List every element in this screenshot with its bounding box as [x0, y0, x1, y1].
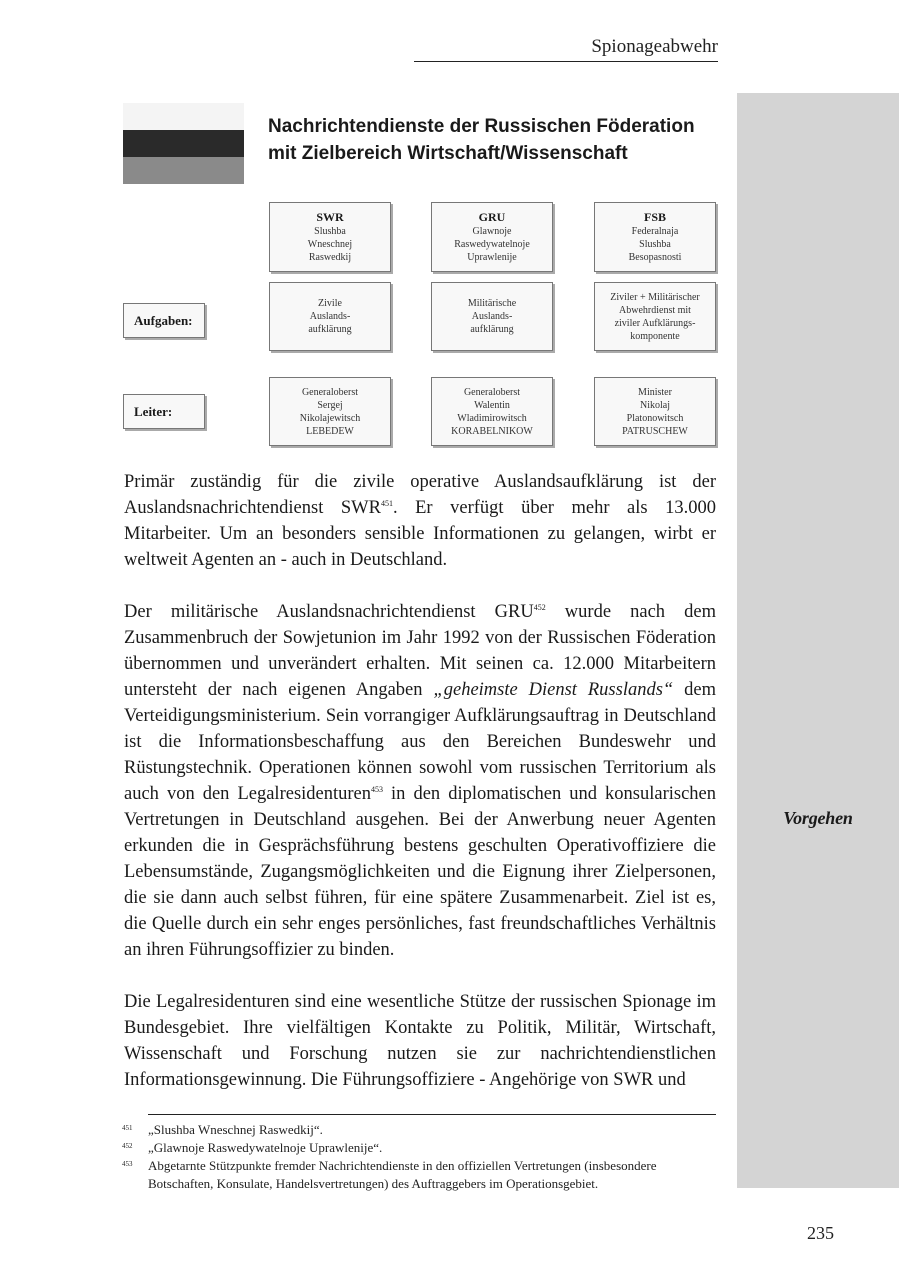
agency-abbr: FSB	[643, 210, 666, 224]
leader-line: Platonowitsch	[626, 412, 684, 424]
text-run: wurde nach dem Zusammenbruch der Sowjetunion im Jahr 1992 von der Russischen Föderation übernommen und unverändert erhalten. Mit seinen ca. 12.000 Mitarbeitern untersteht der nach eigenen Angaben	[124, 602, 716, 700]
paragraph-1	[124, 469, 716, 573]
text-run: . Er verfügt über mehr als 13.000 Mitarbeiter. Um an besonders sensible Informationen zu gelangen, wirbt er weltweit Agenten an - auch in Deutschland.	[124, 498, 716, 570]
footnote-ref-453: 453	[371, 784, 384, 794]
paragraph-3: Die Legalresidenturen sind eine wesentliche Stütze der russischen Spionage im Bundesgebiet. Ihre vielfältigen Kontakte zu Politik, Militär, Wirtschaft, Wissenschaft und Forschung nutzen sie zur nachrichtendienstlichen Informationsgewinnung. Die Führungsoffiziere - Angehörige von SWR und	[124, 992, 716, 1090]
task-line: aufklärung	[308, 324, 352, 335]
agency-box-swr	[269, 202, 391, 272]
footnote-ref-451: 451	[380, 498, 393, 508]
agency-name-line: Raswedkij	[308, 252, 352, 263]
task-line: Ziviler + Militärischer	[610, 291, 700, 303]
footnote-text: „Glawnoje Raswedywatelnoje Uprawlenije“.	[148, 1140, 383, 1155]
leader-line: LEBEDEW	[306, 425, 354, 437]
task-line: Auslands-	[309, 311, 351, 322]
footnote-number: 452	[122, 1142, 133, 1150]
page-number: 235	[807, 1223, 834, 1243]
task-box-swr	[269, 282, 391, 351]
leader-box-fsb	[594, 377, 716, 446]
body-text	[124, 469, 716, 1119]
footnote-451	[122, 1121, 716, 1139]
leader-line: Sergej	[317, 399, 343, 411]
text-run: in den diplomatischen und konsularischen Vertretungen in Deutschland ausgehen. Bei der Anwerbung neuer Agenten erkunden die in Gesprächsführung bestens geschulten Operativoffiziere die Lebensumstände, Zugangsmöglichkeiten und die Eignung ihrer Zielpersonen, die sie dann auch selbst führen, für eine spätere Zusammenarbeit. Ziel ist es, die Quelle durch ein sehr enges persönliches, fast freundschaftliches Verhältnis an ihren Führungsoffizier zu binden.	[124, 784, 716, 960]
task-line: aufklärung	[470, 324, 514, 335]
footnote-text: Abgetarnte Stützpunkte fremder Nachrichtendienste in den offiziellen Vertretungen (insbesondere Botschaften, Konsulate, Handelsvertretungen) des Auftraggebers im Operationsgebiet.	[148, 1158, 657, 1191]
row-label-leaders: Leiter:	[123, 394, 205, 429]
agency-name-line: Federalnaja	[631, 226, 679, 237]
paragraph-2	[124, 599, 716, 963]
agency-box-gru	[431, 202, 553, 272]
running-header: Spionageabwehr	[591, 36, 718, 57]
footnote-number: 451	[122, 1124, 133, 1132]
russian-flag-graphic	[123, 103, 244, 184]
leader-line: Nikolajewitsch	[299, 412, 361, 424]
task-box-gru	[431, 282, 553, 351]
flag-stripe-white	[123, 103, 244, 130]
leader-line: Minister	[638, 386, 672, 398]
leader-box-gru	[431, 377, 553, 446]
agency-name-line: Wneschnej	[307, 239, 353, 250]
footnote-453	[122, 1157, 716, 1193]
task-line: Auslands-	[471, 311, 513, 322]
task-box-fsb	[594, 282, 716, 351]
diagram-title	[268, 113, 728, 167]
task-line: Zivile	[318, 298, 342, 309]
agency-name-line: Slushba	[314, 226, 346, 237]
diagram-title-line-2: mit Zielbereich Wirtschaft/Wissenschaft	[268, 143, 628, 164]
margin-column	[737, 93, 899, 1188]
agency-box-fsb	[594, 202, 716, 272]
agency-name-line: Besopasnosti	[628, 252, 682, 263]
leader-line: Nikolaj	[640, 399, 670, 411]
task-line: Abwehrdienst mit	[619, 304, 691, 316]
footnote-ref-452: 452	[533, 602, 546, 612]
text-run: dem Verteidigungsministerium. Sein vorrangiger Aufklärungsauftrag in Deutschland ist die Informationsbeschaffung aus den Bereichen Bundeswehr und Rüstungstechnik. Operationen können sowohl vom russischen Territorium als auch von den Legalresidenturen	[124, 680, 717, 804]
footnote-text: „Slushba Wneschnej Raswedkij“.	[148, 1122, 323, 1137]
footnote-rule	[148, 1114, 716, 1115]
leader-line: PATRUSCHEW	[622, 425, 688, 437]
task-line: Militärische	[467, 298, 517, 309]
leader-line: KORABELNIKOW	[451, 425, 533, 437]
task-line: ziviler Aufklärungs-	[614, 317, 696, 329]
agency-name-line: Raswedywatelnoje	[454, 239, 530, 250]
footnote-number: 453	[122, 1160, 133, 1168]
diagram-title-line-1: Nachrichtendienste der Russischen Föderation	[268, 116, 695, 137]
leader-line: Walentin	[474, 399, 510, 411]
footnote-452	[122, 1139, 716, 1157]
agency-abbr: SWR	[316, 210, 344, 224]
footnotes	[122, 1121, 716, 1193]
flag-stripe-gray	[123, 157, 244, 184]
agency-name-line: Uprawlenije	[467, 252, 517, 263]
margin-heading: Vorgehen	[783, 808, 853, 828]
italic-quote: „geheimste Dienst Russlands“	[433, 680, 674, 700]
leader-line: Wladimirowitsch	[457, 412, 527, 424]
leader-line: Generaloberst	[301, 386, 359, 398]
agency-abbr: GRU	[478, 210, 506, 224]
task-line: komponente	[630, 330, 680, 342]
leader-box-swr	[269, 377, 391, 446]
agency-name-line: Glawnoje	[472, 226, 512, 237]
text-run: Primär zuständig für die zivile operative Auslandsaufklärung ist der Auslandsnachrichtendienst SWR	[124, 472, 716, 518]
flag-stripe-dark	[123, 130, 244, 157]
text-run: Der militärische Auslandsnachrichtendienst GRU	[124, 602, 534, 622]
header-rule	[414, 61, 718, 62]
leader-line: Generaloberst	[463, 386, 521, 398]
agency-name-line: Slushba	[639, 239, 671, 250]
row-label-tasks: Aufgaben:	[123, 303, 205, 338]
